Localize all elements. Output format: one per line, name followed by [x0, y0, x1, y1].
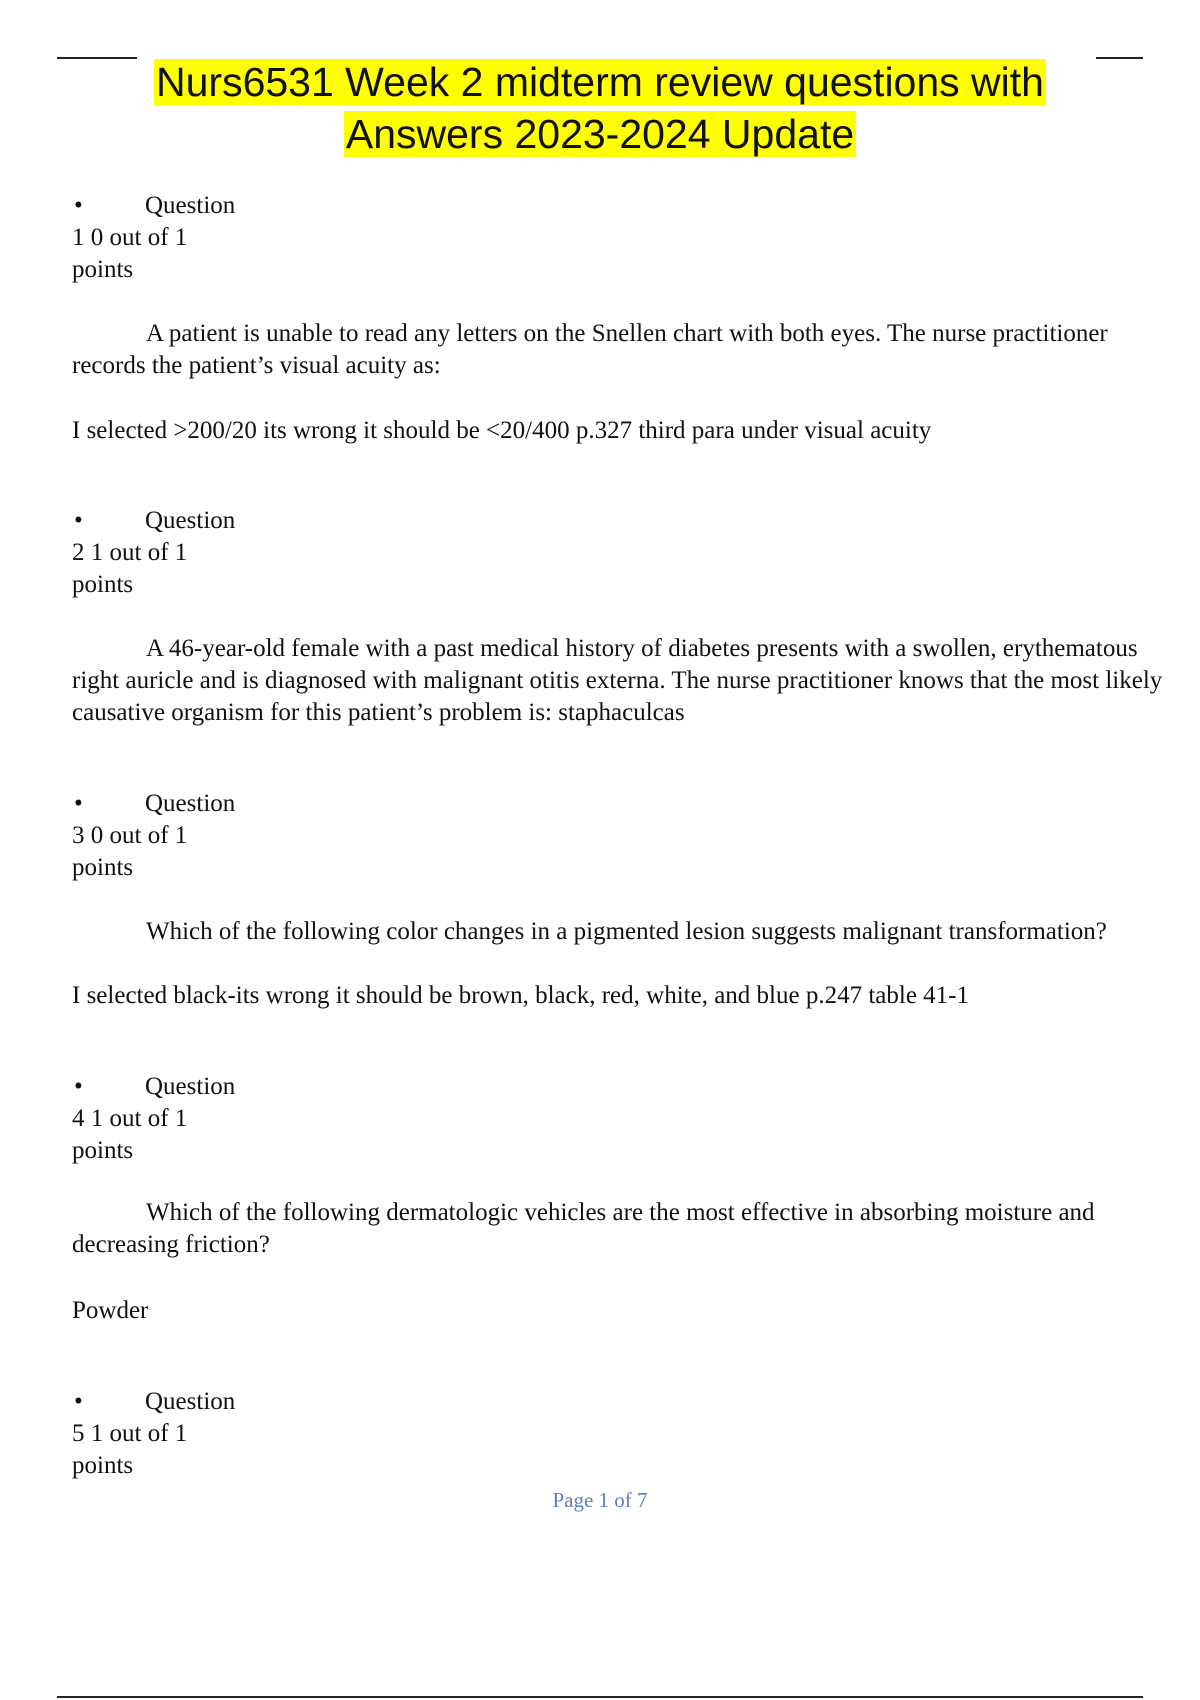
question-label: Question [145, 1388, 236, 1415]
title-line-1: Nurs6531 Week 2 midterm review questions with [156, 59, 1044, 105]
bullet-icon: • [74, 192, 83, 219]
title-line-2: Answers 2023-2024 Update [345, 111, 855, 157]
page-number: Page 1 of 7 [552, 1488, 648, 1512]
question-label: Question [145, 790, 236, 817]
bottom-rule [57, 1696, 1143, 1698]
question-5-header [72, 1386, 1172, 1482]
question-score: 2 1 out of 1 [72, 539, 188, 566]
question-points-label: points [72, 1452, 134, 1479]
question-points-label: points [72, 854, 134, 881]
question-2-header [72, 505, 1172, 601]
question-score: 1 0 out of 1 [72, 224, 188, 251]
bullet-icon: • [74, 1388, 83, 1415]
question-3-header [72, 788, 1172, 884]
document-title [0, 56, 1200, 160]
question-score: 5 1 out of 1 [72, 1420, 188, 1447]
question-points-label: points [72, 571, 134, 598]
bullet-icon: • [74, 1073, 83, 1100]
question-3-answer: I selected black-its wrong it should be brown, black, red, white, and blue p.247 table 41-1 [72, 982, 969, 1009]
question-4-answer: Powder [72, 1297, 149, 1324]
question-points-label: points [72, 256, 134, 283]
question-2-text: A 46-year-old female with a past medical history of diabetes presents with a swollen, erythematous right auricle and is diagnosed with malignant otitis externa. The nurse practitioner knows that the most likely causative organism for this patient’s problem is: staphaculcas [72, 635, 1163, 726]
question-3-text: Which of the following color changes in a pigmented lesion suggests malignant transformation? [146, 918, 1107, 945]
question-1-header [72, 190, 1172, 286]
question-label: Question [145, 507, 236, 534]
question-4-header [72, 1071, 1172, 1167]
question-1-text: A patient is unable to read any letters on the Snellen chart with both eyes. The nurse practitioner records the patient’s visual acuity as: [72, 320, 1108, 379]
question-label: Question [145, 1073, 236, 1100]
question-1-answer: I selected >200/20 its wrong it should be <20/400 p.327 third para under visual acuity [72, 417, 932, 444]
question-score: 4 1 out of 1 [72, 1105, 188, 1132]
bullet-icon: • [74, 790, 83, 817]
question-4-text: Which of the following dermatologic vehicles are the most effective in absorbing moisture and decreasing friction? [72, 1199, 1095, 1258]
question-points-label: points [72, 1137, 134, 1164]
question-score: 3 0 out of 1 [72, 822, 188, 849]
question-label: Question [145, 192, 236, 219]
bullet-icon: • [74, 507, 83, 534]
